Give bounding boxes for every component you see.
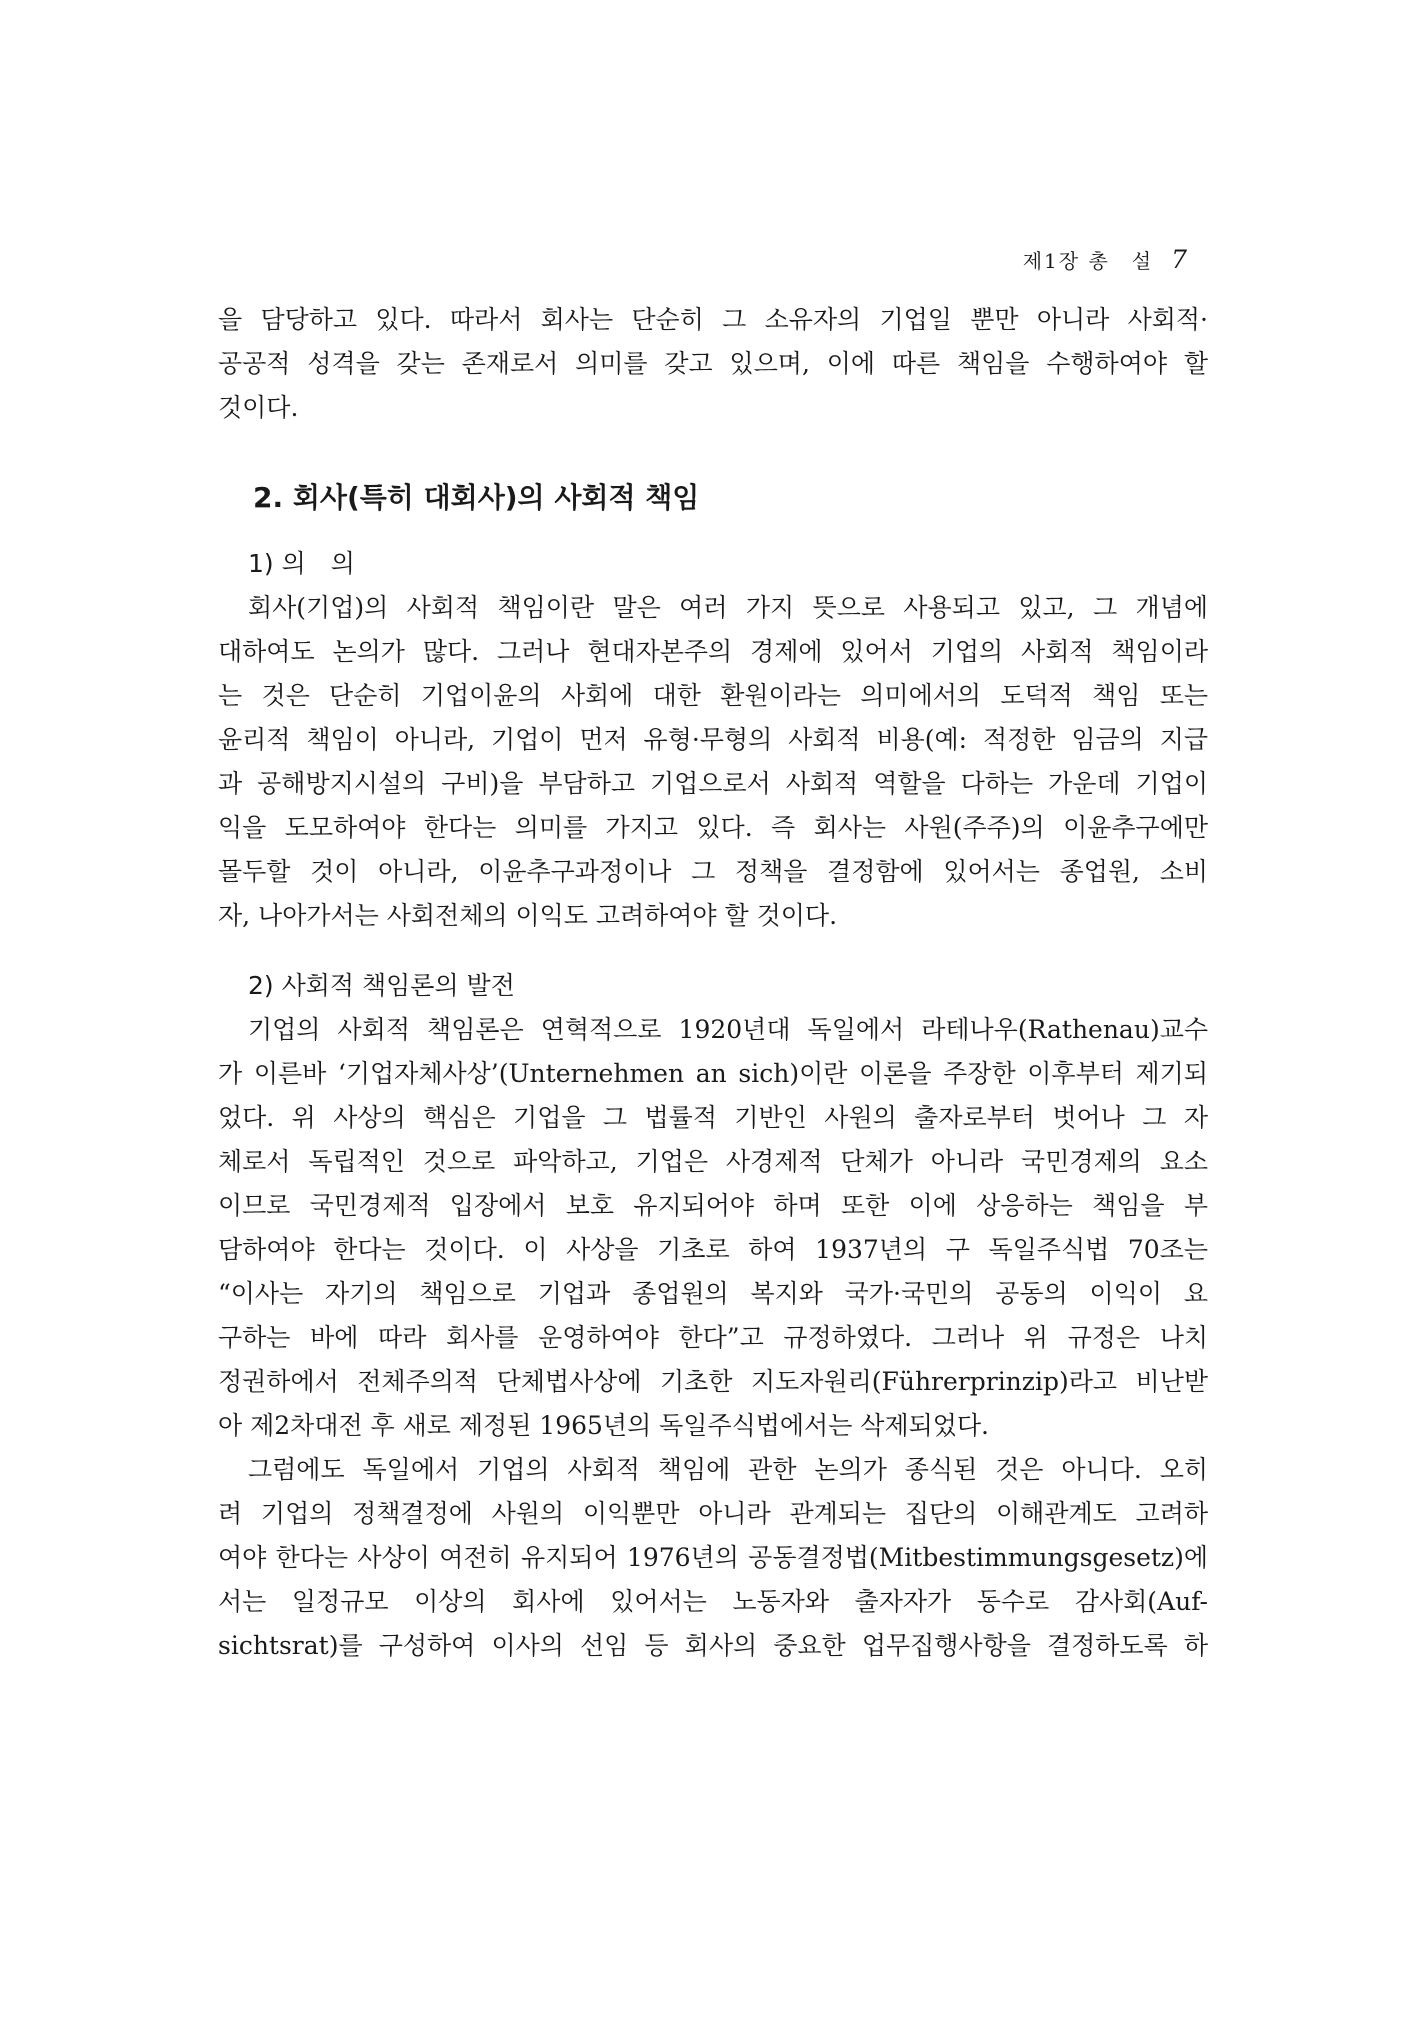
text-line: 가 이른바 ‘기업자체사상’(Unternehmen an sich)이란 이론을 주장한 이후부터 제기되 <box>218 1059 1208 1088</box>
text-line: 공공적 성격을 갖는 존재로서 의미를 갖고 있으며, 이에 따른 책임을 수행하여야 할 <box>218 349 1208 378</box>
text-line: 서는 일정규모 이상의 회사에 있어서는 노동자와 출자자가 동수로 감사회(Auf- <box>218 1587 1208 1616</box>
running-header <box>1023 245 1189 274</box>
text-line: 기업의 사회적 책임론은 연혁적으로 1920년대 독일에서 라테나우(Rathenau)교수 <box>248 1015 1208 1044</box>
text-line: 자, 나아가서는 사회전체의 이익도 고려하여야 할 것이다. <box>218 901 838 930</box>
paragraph <box>218 1448 1208 1668</box>
text-line: “이사는 자기의 책임으로 기업과 종업원의 복지와 국가·국민의 공동의 이익이 요 <box>218 1279 1208 1308</box>
text-line: 는 것은 단순히 기업이윤의 사회에 대한 환원이라는 의미에서의 도덕적 책임 또는 <box>218 681 1208 710</box>
text-line: 대하여도 논의가 많다. 그러나 현대자본주의 경제에 있어서 기업의 사회적 책임이라 <box>218 637 1208 666</box>
text-line: 이므로 국민경제적 입장에서 보호 유지되어야 하며 또한 이에 상응하는 책임을 부 <box>218 1191 1208 1220</box>
text-line: 려 기업의 정책결정에 사원의 이익뿐만 아니라 관계되는 집단의 이해관계도 고려하 <box>218 1499 1208 1528</box>
text-line: 과 공해방지시설의 구비)을 부담하고 기업으로서 사회적 역할을 다하는 가운데 기업이 <box>218 769 1208 798</box>
intro-paragraph <box>218 298 1208 430</box>
body-text <box>218 298 1208 1668</box>
text-line: 구하는 바에 따라 회사를 운영하여야 한다”고 규정하였다. 그러나 위 규정은 나치 <box>218 1323 1208 1352</box>
paragraph <box>218 586 1208 938</box>
text-line: 정권하에서 전체주의적 단체법사상에 기초한 지도자원리(Führerprinzip)라고 비난받 <box>218 1367 1208 1396</box>
text-line: 아 제2차대전 후 새로 제정된 1965년의 독일주식법에서는 삭제되었다. <box>218 1411 990 1440</box>
text-line: sichtsrat)를 구성하여 이사의 선임 등 회사의 중요한 업무집행사항을 결정하도록 하 <box>218 1631 1208 1660</box>
subsection-heading: 2) 사회적 책임론의 발전 <box>248 971 515 1000</box>
paragraph <box>218 1008 1208 1448</box>
section-heading: 2. 회사(특히 대회사)의 사회적 책임 <box>253 481 700 514</box>
text-line: 담하여야 한다는 것이다. 이 사상을 기초로 하여 1937년의 구 독일주식법 70조는 <box>218 1235 1208 1264</box>
text-line: 그럼에도 독일에서 기업의 사회적 책임에 관한 논의가 종식된 것은 아니다. 오히 <box>248 1455 1208 1484</box>
text-line: 몰두할 것이 아니라, 이윤추구과정이나 그 정책을 결정함에 있어서는 종업원, 소비 <box>218 857 1208 886</box>
text-line: 을 담당하고 있다. 따라서 회사는 단순히 그 소유자의 기업일 뿐만 아니라 사회적· <box>218 305 1208 334</box>
page-number: 7 <box>1171 245 1189 274</box>
text-line: 회사(기업)의 사회적 책임이란 말은 여러 가지 뜻으로 사용되고 있고, 그 개념에 <box>248 593 1208 622</box>
text-line: 체로서 독립적인 것으로 파악하고, 기업은 사경제적 단체가 아니라 국민경제의 요소 <box>218 1147 1208 1176</box>
text-line: 것이다. <box>218 393 299 422</box>
text-line: 었다. 위 사상의 핵심은 기업을 그 법률적 기반인 사원의 출자로부터 벗어나 그 자 <box>218 1103 1208 1132</box>
text-line: 익을 도모하여야 한다는 의미를 가지고 있다. 즉 회사는 사원(주주)의 이윤추구에만 <box>218 813 1208 842</box>
text-line: 여야 한다는 사상이 여전히 유지되어 1976년의 공동결정법(Mitbestimmungsgesetz)에 <box>218 1543 1208 1572</box>
text-line: 윤리적 책임이 아니라, 기업이 먼저 유형·무형의 사회적 비용(예: 적정한 임금의 지급 <box>218 725 1208 754</box>
chapter-title: 제1장 총 설 <box>1022 249 1154 273</box>
subsection-heading: 1) 의 의 <box>248 549 355 578</box>
